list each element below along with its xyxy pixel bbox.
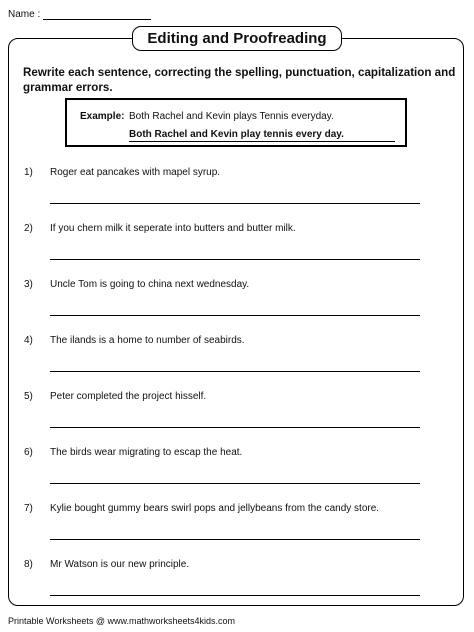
worksheet-title	[132, 26, 342, 51]
example-label: Example:	[80, 111, 125, 122]
footer-link[interactable]: www.mathworksheets4kids.com	[107, 616, 236, 626]
answer-line[interactable]	[50, 203, 420, 204]
question-text: Kylie bought gummy bears swirl pops and jellybeans from the candy store.	[50, 503, 380, 514]
question-number: 2)	[24, 223, 33, 234]
question-text: Peter completed the project hisself.	[50, 391, 207, 402]
question-number: 5)	[24, 391, 33, 402]
instructions: Rewrite each sentence, correcting the spelling, punctuation, capitalization and grammar errors.	[23, 66, 456, 94]
question-item	[0, 391, 474, 447]
question-item	[0, 223, 474, 279]
answer-line[interactable]	[50, 539, 420, 540]
question-text: The birds wear migrating to escap the heat.	[50, 447, 243, 458]
example-answer: Both Rachel and Kevin play tennis every day.	[129, 129, 395, 142]
answer-line[interactable]	[50, 427, 420, 428]
answer-line[interactable]	[50, 595, 420, 596]
question-item	[0, 447, 474, 503]
footer-prefix: Printable Worksheets @	[8, 616, 108, 626]
question-number: 3)	[24, 279, 33, 290]
question-number: 1)	[24, 167, 33, 178]
question-number: 4)	[24, 335, 33, 346]
question-text: Uncle Tom is going to china next wednesday.	[50, 279, 250, 290]
answer-line[interactable]	[50, 371, 420, 372]
question-item	[0, 167, 474, 223]
question-number: 8)	[24, 559, 33, 570]
answer-line[interactable]	[50, 259, 420, 260]
question-number: 7)	[24, 503, 33, 514]
example-box	[65, 98, 407, 147]
question-item	[0, 279, 474, 335]
answer-line[interactable]	[50, 483, 420, 484]
question-number: 6)	[24, 447, 33, 458]
worksheet-title-text: Editing and Proofreading	[147, 30, 327, 47]
question-text: Mr Watson is our new principle.	[50, 559, 190, 570]
question-item	[0, 559, 474, 615]
question-item	[0, 503, 474, 559]
answer-line[interactable]	[50, 315, 420, 316]
name-row	[8, 9, 151, 20]
footer	[8, 616, 235, 626]
question-text: The ilands is a home to number of seabirds.	[50, 335, 245, 346]
name-input-line[interactable]	[43, 10, 151, 20]
example-sentence: Both Rachel and Kevin plays Tennis everyday.	[129, 111, 334, 122]
question-text: If you chern milk it seperate into butters and butter milk.	[50, 223, 296, 234]
question-item	[0, 335, 474, 391]
question-text: Roger eat pancakes with mapel syrup.	[50, 167, 221, 178]
name-label: Name :	[8, 9, 41, 20]
